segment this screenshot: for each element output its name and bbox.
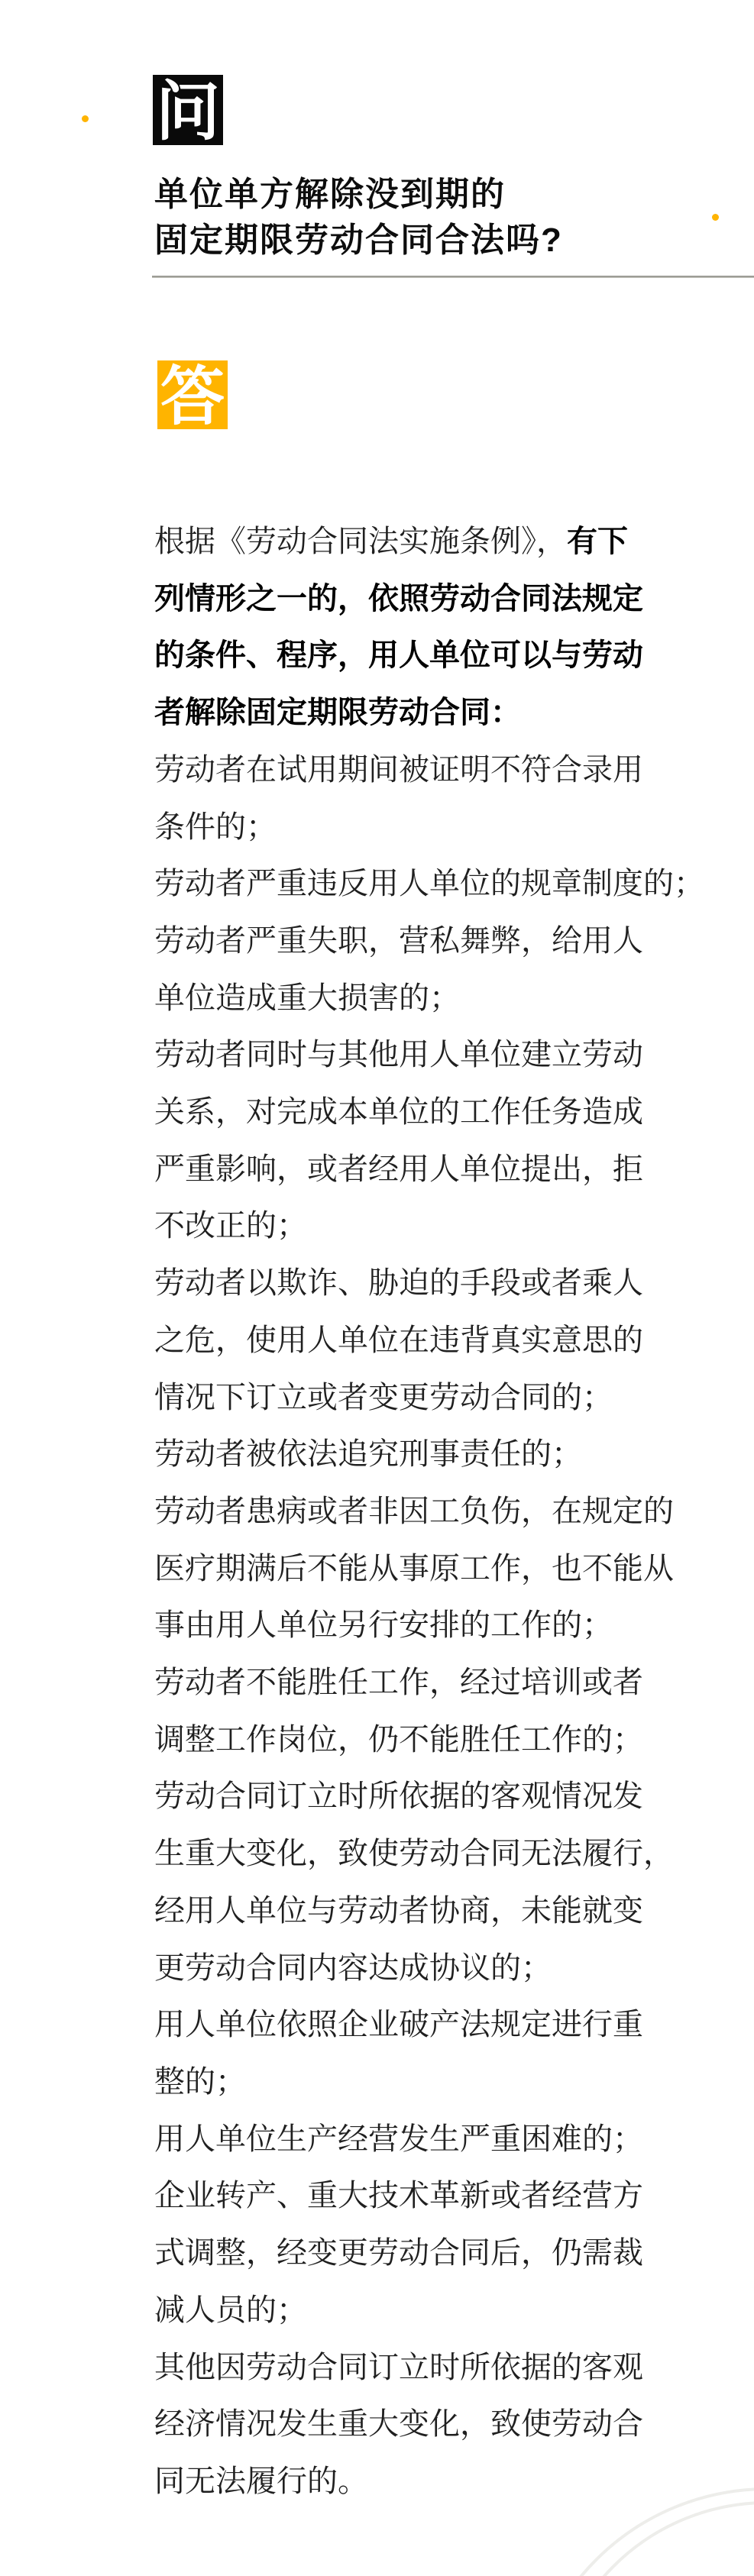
title-divider-line: [152, 276, 754, 278]
body-text-segment: 更劳动合同内容达成协议的；: [154, 1951, 552, 1985]
body-line: [154, 1312, 704, 1369]
body-text-segment: 整的；: [154, 2064, 246, 2099]
body-line: [154, 1825, 704, 1883]
body-line: [154, 1597, 704, 1654]
body-line: [154, 1540, 704, 1598]
question-badge: [153, 75, 223, 145]
body-line: [154, 1654, 704, 1711]
body-text-segment: 用人单位依照企业破产法规定进行重: [154, 2008, 643, 2042]
body-text-segment: 之危，使用人单位在违背真实意思的: [154, 1323, 643, 1357]
body-text-segment: 减人员的；: [154, 2293, 307, 2327]
title-line-2: 固定期限劳动合同合法吗?: [154, 221, 563, 259]
body-line: [154, 1198, 704, 1255]
body-line: [154, 855, 704, 913]
body-line: [154, 2054, 704, 2111]
body-text-segment: 情况下订立或者变更劳动合同的；: [154, 1380, 613, 1414]
body-line: [154, 1255, 704, 1312]
body-line: [154, 2396, 704, 2453]
body-text-segment: 其他因劳动合同订立时所依据的客观: [154, 2350, 643, 2384]
body-line: [154, 913, 704, 970]
body-text-segment: 关系，对完成本单位的工作任务造成: [154, 1095, 643, 1130]
body-line: [154, 1883, 704, 1940]
body-line: [154, 2111, 704, 2168]
body-text-segment: 单位造成重大损害的；: [154, 981, 460, 1015]
body-line: [154, 970, 704, 1027]
body-text-segment: 劳动者患病或者非因工负伤，在规定的: [154, 1494, 674, 1528]
body-line: [154, 1084, 704, 1141]
body-text-segment: 生重大变化，致使劳动合同无法履行，: [154, 1837, 674, 1871]
body-text-segment: 列情形之一的，依照劳动合同法规定: [154, 581, 643, 616]
body-line: [154, 2225, 704, 2282]
body-line: [154, 1711, 704, 1769]
question-badge-char: 问: [155, 76, 220, 147]
body-text-segment: 劳动者严重失职，营私舞弊，给用人: [154, 923, 643, 958]
body-text-segment: 严重影响，或者经用人单位提出，拒: [154, 1152, 643, 1186]
body-text-segment: 企业转产、重大技术革新或者经营方: [154, 2179, 643, 2213]
body-line: [154, 1483, 704, 1540]
title-line-1: 单位单方解除没到期的: [154, 176, 506, 213]
body-text-segment: 劳动者不能胜任工作，经过培训或者: [154, 1666, 643, 1700]
body-text-segment: 式调整，经变更劳动合同后，仍需裁: [154, 2236, 643, 2271]
answer-body: [154, 513, 704, 2510]
body-text-segment: 劳动者以欺诈、胁迫的手段或者乘人: [154, 1266, 643, 1301]
body-text-segment: 劳动者被依法追究刑事责任的；: [154, 1437, 582, 1472]
body-line: [154, 1369, 704, 1427]
body-text-segment: 同无法履行的。: [154, 2464, 368, 2498]
body-text-segment: 劳动者同时与其他用人单位建立劳动: [154, 1038, 643, 1072]
body-text-segment: 事由用人单位另行安排的工作的；: [154, 1608, 613, 1643]
decor-dot-right: [712, 214, 719, 221]
body-line: [154, 1768, 704, 1825]
body-text-segment: 医疗期满后不能从事原工作，也不能从: [154, 1551, 674, 1585]
decor-arc-inner: [549, 2501, 754, 2576]
body-text-segment: 调整工作岗位，仍不能胜任工作的；: [154, 1722, 643, 1757]
body-text-segment: 劳动合同订立时所依据的客观情况发: [154, 1779, 643, 1814]
body-text-segment: 劳动者在试用期间被证明不符合录用: [154, 752, 643, 787]
body-text-segment: 者解除固定期限劳动合同：: [154, 696, 521, 730]
body-line: [154, 1141, 704, 1198]
body-text-segment: 经济情况发生重大变化，致使劳动合: [154, 2407, 643, 2442]
body-line: [154, 2282, 704, 2339]
body-line: [154, 1996, 704, 2054]
body-line: [154, 684, 704, 742]
body-line: [154, 799, 704, 856]
body-line: [154, 742, 704, 799]
body-line: [154, 2339, 704, 2397]
body-line: [154, 627, 704, 684]
body-text-segment: 经用人单位与劳动者协商，未能就变: [154, 1893, 643, 1928]
body-line: [154, 570, 704, 628]
body-text-segment: 根据《劳动合同法实施条例》，: [154, 525, 567, 558]
body-line: [154, 1026, 704, 1084]
body-text-segment: 有下: [567, 525, 628, 558]
decor-dot-left: [82, 115, 89, 122]
body-text-segment: 劳动者严重违反用人单位的规章制度的；: [154, 867, 704, 901]
body-text-segment: 条件的；: [154, 810, 277, 844]
body-text-segment: 不改正的；: [154, 1209, 307, 1243]
body-line: [154, 2167, 704, 2225]
answer-badge-char: 答: [160, 360, 225, 432]
body-line: [154, 1940, 704, 1997]
body-text-segment: 的条件、程序，用人单位可以与劳动: [154, 638, 643, 673]
body-line: [154, 1426, 704, 1483]
page-title: [154, 172, 563, 263]
answer-badge: [157, 360, 228, 432]
body-line: [154, 513, 704, 570]
body-text-segment: 用人单位生产经营发生严重困难的；: [154, 2122, 643, 2156]
body-line: [154, 2453, 704, 2510]
